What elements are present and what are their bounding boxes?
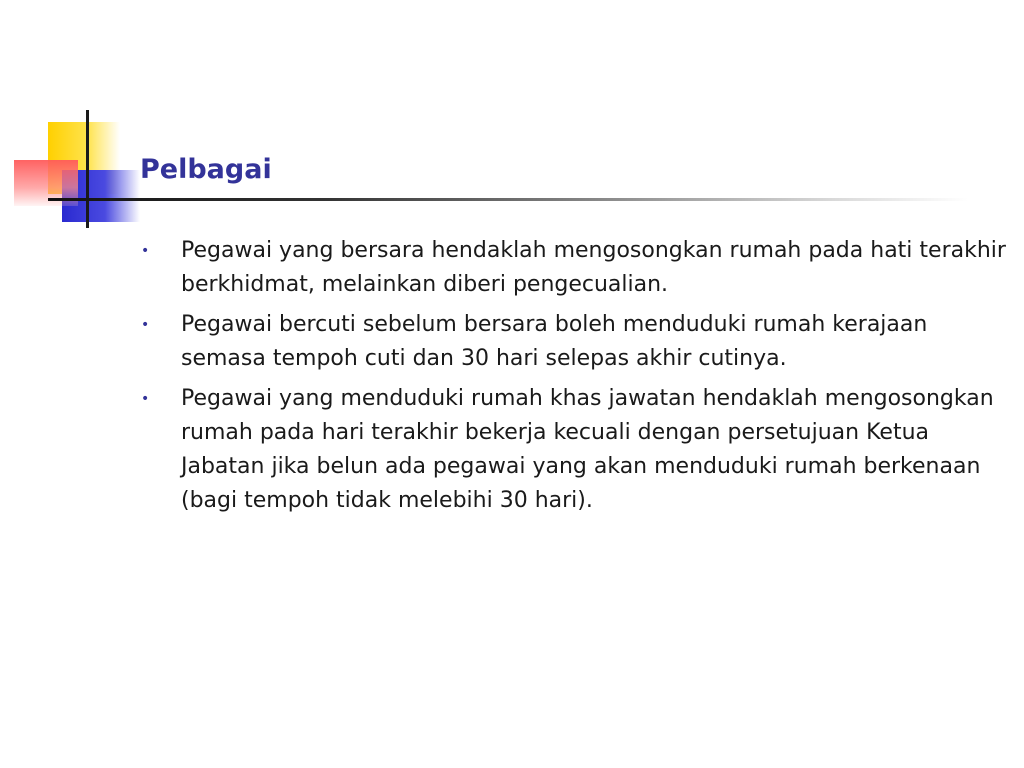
- bullet-list: [141, 234, 1011, 524]
- bullet-text: Pegawai bercuti sebelum bersara boleh menduduki rumah kerajaan semasa tempoh cuti dan 30 hari selepas akhir cutinya.: [181, 312, 928, 371]
- bullet-icon: •: [141, 243, 150, 259]
- bullet-text: Pegawai yang menduduki rumah khas jawatan hendaklah mengosongkan rumah pada hari terakhir bekerja kecuali dengan persetujuan Ketua Jabatan jika belun ada pegawai yang akan menduduki rumah berkenaan (bagi tempoh tidak melebihi 30 hari).: [181, 386, 994, 513]
- bullet-text: Pegawai yang bersara hendaklah mengosongkan rumah pada hati terakhir berkhidmat, melainkan diberi pengecualian.: [181, 238, 1006, 297]
- list-item: [141, 382, 1011, 518]
- list-item: [141, 234, 1011, 302]
- list-item: [141, 308, 1011, 376]
- vertical-rule-decoration: [86, 110, 89, 228]
- bullet-icon: •: [141, 391, 150, 407]
- slide-title: Pelbagai: [140, 154, 272, 185]
- title-underline-rule: [48, 198, 968, 201]
- bullet-icon: •: [141, 317, 150, 333]
